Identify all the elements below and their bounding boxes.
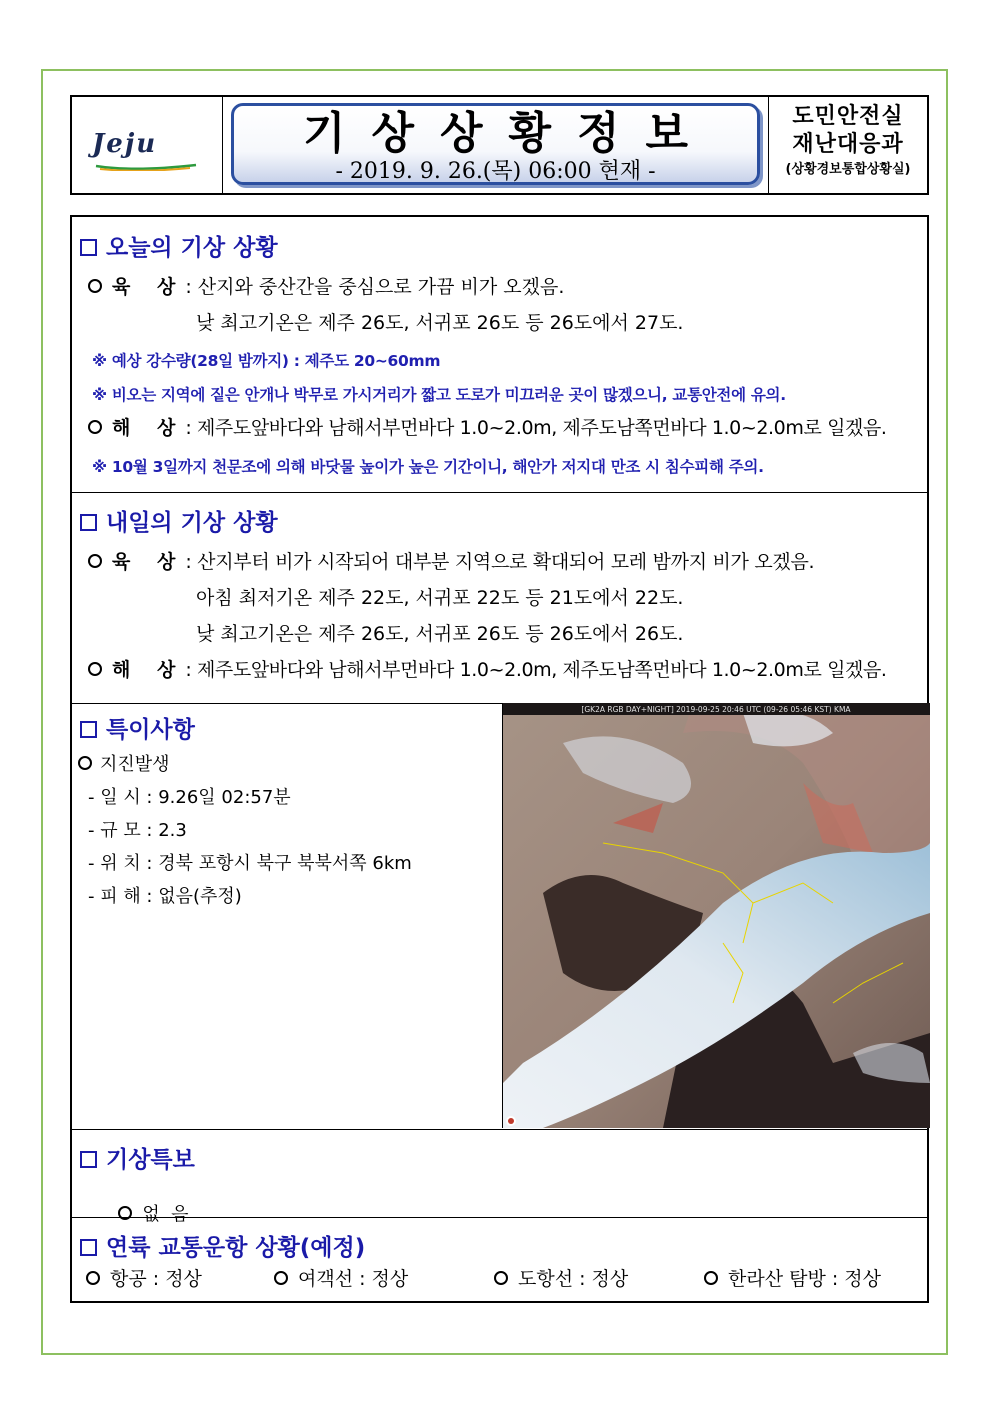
tomorrow-heading: 내일의 기상 상황 bbox=[80, 504, 278, 537]
warning-status: 없 음 bbox=[84, 1179, 189, 1247]
today-note-rain: ※ 예상 강수량(28일 밤까지) : 제주도 20~60mm bbox=[92, 352, 441, 370]
special-heading: 특이사항 bbox=[80, 711, 195, 744]
dept-line-2: 재난대응과 bbox=[792, 132, 904, 157]
satellite-image bbox=[502, 703, 930, 1128]
circle-bullet-icon bbox=[78, 756, 92, 770]
checkbox-square-icon bbox=[80, 239, 97, 256]
circle-bullet-icon bbox=[88, 662, 102, 676]
quake-damage: - 피 해 : 없음(추정) bbox=[88, 886, 242, 907]
special-section bbox=[72, 703, 927, 1130]
circle-bullet-icon bbox=[88, 554, 102, 568]
quake-time: - 일 시 : 9.26일 02:57분 bbox=[88, 787, 291, 808]
warning-section bbox=[72, 1129, 927, 1225]
checkbox-square-icon bbox=[80, 1239, 97, 1256]
department-cell bbox=[769, 97, 927, 193]
circle-bullet-icon bbox=[88, 279, 102, 293]
today-land: 육 상: 산지와 중산간을 중심으로 가끔 비가 오겠음. bbox=[88, 275, 564, 299]
satellite-image-graphic bbox=[503, 703, 930, 1128]
today-section bbox=[72, 217, 927, 493]
today-land-temp: 낮 최고기온은 제주 26도, 서귀포 26도 등 26도에서 27도. bbox=[196, 312, 684, 334]
quake-location: - 위 치 : 경북 포항시 북구 북북서쪽 6km bbox=[88, 853, 412, 874]
today-note-tide: ※ 10월 3일까지 천문조에 의해 바닷물 높이가 높은 기간이니, 해안가 저지대 만조 시 침수피해 주의. bbox=[92, 458, 764, 476]
today-sea: 해 상: 제주도앞바다와 남해서부먼바다 1.0~2.0m, 제주도남쪽먼바다 1.0~2.0m로 일겠음. bbox=[88, 416, 887, 440]
transport-heading: 연륙 교통운항 상황(예정) bbox=[80, 1229, 365, 1262]
circle-bullet-icon bbox=[274, 1271, 288, 1285]
tomorrow-land-max: 낮 최고기온은 제주 26도, 서귀포 26도 등 26도에서 26도. bbox=[196, 623, 684, 645]
checkbox-square-icon bbox=[80, 514, 97, 531]
dept-line-3: (상황경보통합상황실) bbox=[785, 162, 911, 177]
checkbox-square-icon bbox=[80, 721, 97, 738]
today-heading: 오늘의 기상 상황 bbox=[80, 229, 278, 262]
transport-section bbox=[72, 1217, 927, 1303]
transport-ferry: 여객선 : 정상 bbox=[274, 1267, 408, 1291]
title-box bbox=[231, 103, 760, 185]
report-date: - 2019. 9. 26.(목) 06:00 현재 - bbox=[335, 159, 656, 184]
circle-bullet-icon bbox=[86, 1271, 100, 1285]
dept-line-1: 도민안전실 bbox=[792, 104, 904, 129]
header-table bbox=[70, 95, 929, 195]
weather-report-table bbox=[70, 215, 929, 1303]
circle-bullet-icon bbox=[88, 420, 102, 434]
transport-hallasan: 한라산 탐방 : 정상 bbox=[704, 1267, 881, 1291]
page-title: 기상상황정보 bbox=[302, 108, 715, 159]
tomorrow-land-min: 아침 최저기온 제주 22도, 서귀포 22도 등 21도에서 22도. bbox=[196, 587, 684, 609]
quake-scale: - 규 모 : 2.3 bbox=[88, 820, 187, 841]
today-note-fog: ※ 비오는 지역에 짙은 안개나 박무로 가시거리가 짧고 도로가 미끄러운 곳이 많겠으니, 교통안전에 유의. bbox=[92, 386, 786, 404]
special-item: 지진발생 bbox=[78, 750, 170, 776]
satellite-caption: [GK2A RGB DAY+NIGHT] 2019-09-25 20:46 UTC (09-26 05:46 KST) KMA bbox=[581, 705, 851, 714]
tomorrow-land: 육 상: 산지부터 비가 시작되어 대부분 지역으로 확대되어 모레 밤까지 비가 오겠음. bbox=[88, 550, 814, 574]
transport-island-ferry: 도항선 : 정상 bbox=[494, 1267, 628, 1291]
tomorrow-section bbox=[72, 492, 927, 704]
warning-heading: 기상특보 bbox=[80, 1141, 195, 1174]
circle-bullet-icon bbox=[704, 1271, 718, 1285]
tomorrow-sea: 해 상: 제주도앞바다와 남해서부먼바다 1.0~2.0m, 제주도남쪽먼바다 1.0~2.0m로 일겠음. bbox=[88, 658, 887, 682]
transport-air: 항공 : 정상 bbox=[86, 1267, 202, 1291]
circle-bullet-icon bbox=[494, 1271, 508, 1285]
checkbox-square-icon bbox=[80, 1151, 97, 1168]
jeju-logo bbox=[72, 97, 223, 193]
title-cell bbox=[223, 97, 769, 193]
logo-text: Jeju bbox=[92, 129, 158, 159]
logo-swoosh-icon bbox=[94, 163, 198, 171]
